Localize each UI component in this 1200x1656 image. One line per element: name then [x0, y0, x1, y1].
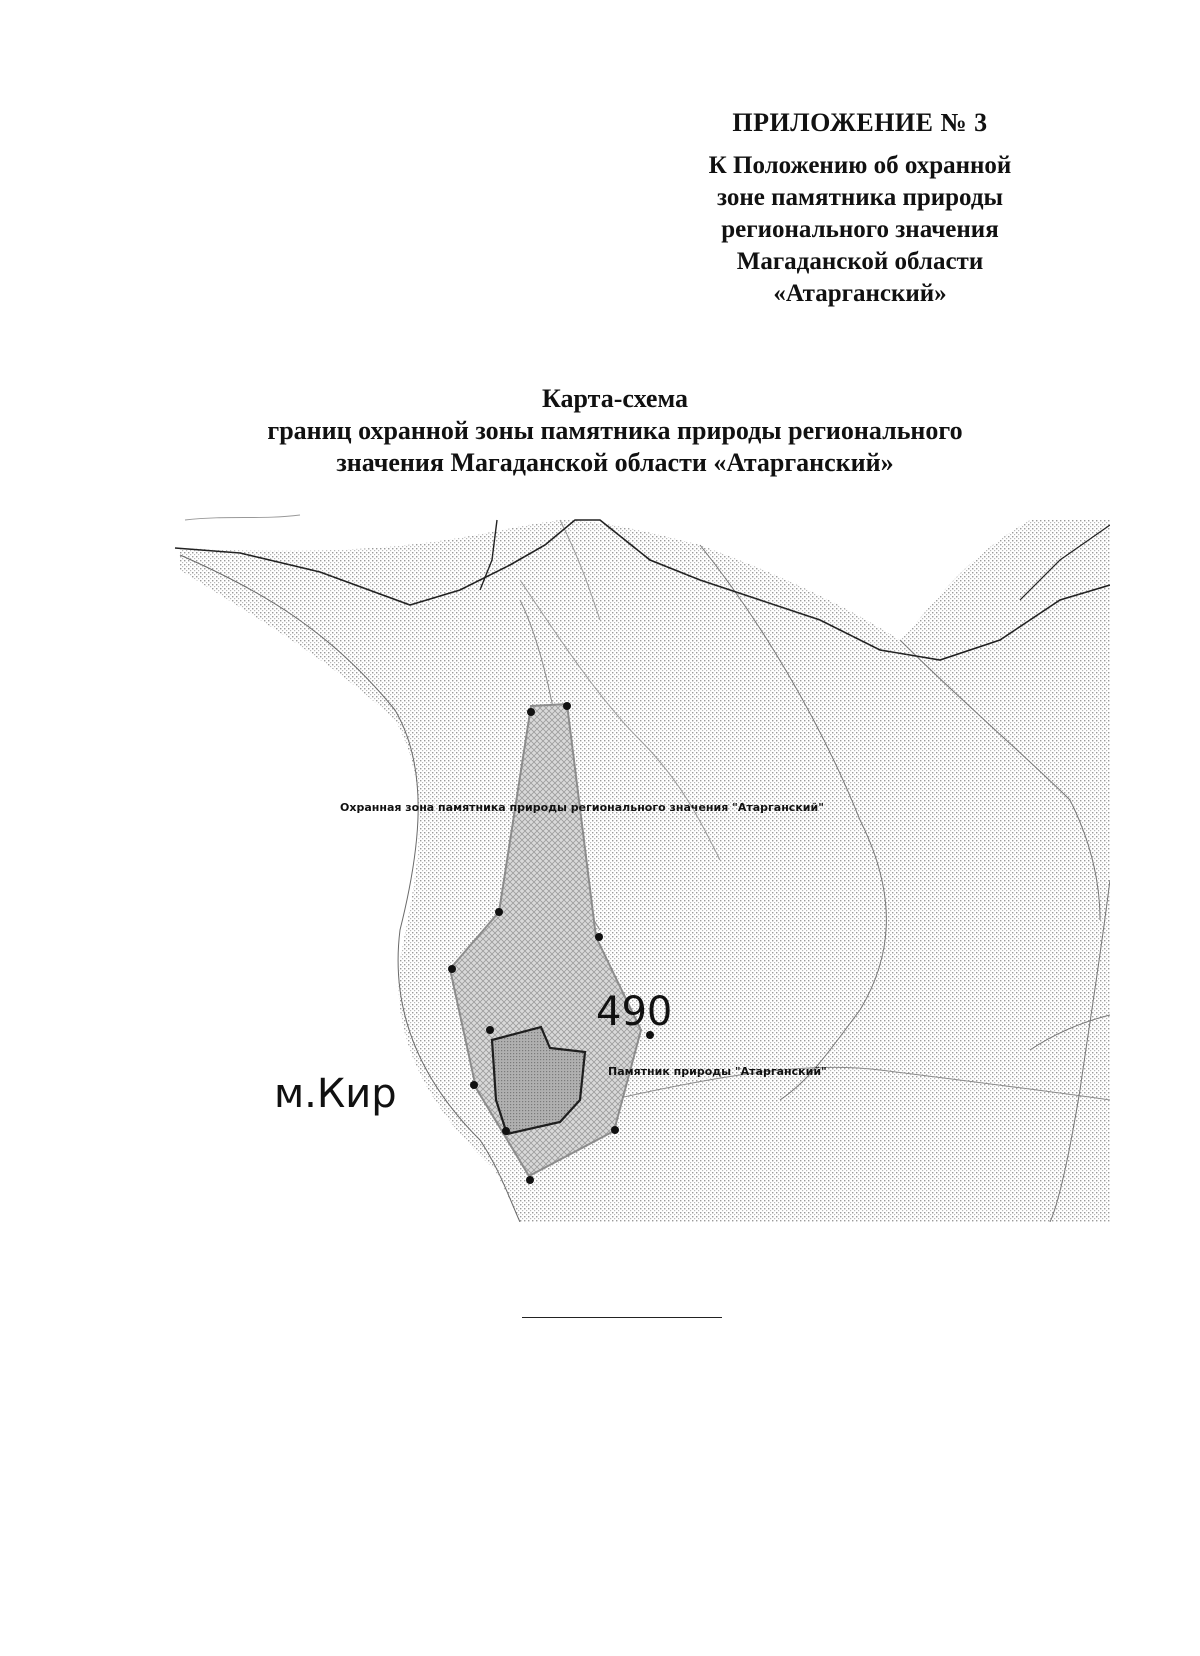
appendix-reference-line: «Атарганский» [773, 280, 947, 307]
protection-zone-label: Охранная зона памятника природы регионального значения "Атарганский" [340, 801, 824, 814]
monument-label: Памятник природы "Атарганский" [608, 1065, 827, 1078]
appendix-reference-line: К Положению об охранной [708, 152, 1012, 179]
zone-vertex [470, 1081, 478, 1089]
map-heading-line: границ охранной зоны памятника природы регионального [267, 416, 963, 445]
appendix-reference-line: регионального значения [721, 216, 999, 243]
closing-rule [522, 1317, 722, 1318]
zone-vertex [448, 965, 456, 973]
appendix-reference-line: Магаданской области [736, 248, 984, 275]
appendix-reference [620, 150, 1100, 310]
map-heading-line: Карта-схема [542, 384, 688, 413]
zone-vertex [502, 1127, 510, 1135]
contour-line [185, 515, 300, 520]
zone-vertex [611, 1126, 619, 1134]
zone-vertex [595, 933, 603, 941]
zone-vertex [486, 1026, 494, 1034]
map-heading-line: значения Магаданской области «Атарганский» [336, 448, 894, 477]
zone-vertex [563, 702, 571, 710]
appendix-block [620, 108, 1100, 310]
cape-label: м.Кир [274, 1071, 397, 1117]
zone-vertex [526, 1176, 534, 1184]
appendix-title: ПРИЛОЖЕНИЕ № 3 [732, 108, 988, 137]
map-heading [120, 383, 1110, 479]
zone-vertex [495, 908, 503, 916]
zone-vertex [527, 708, 535, 716]
elevation-label: 490 [596, 989, 673, 1035]
appendix-reference-line: зоне памятника природы [716, 184, 1004, 211]
